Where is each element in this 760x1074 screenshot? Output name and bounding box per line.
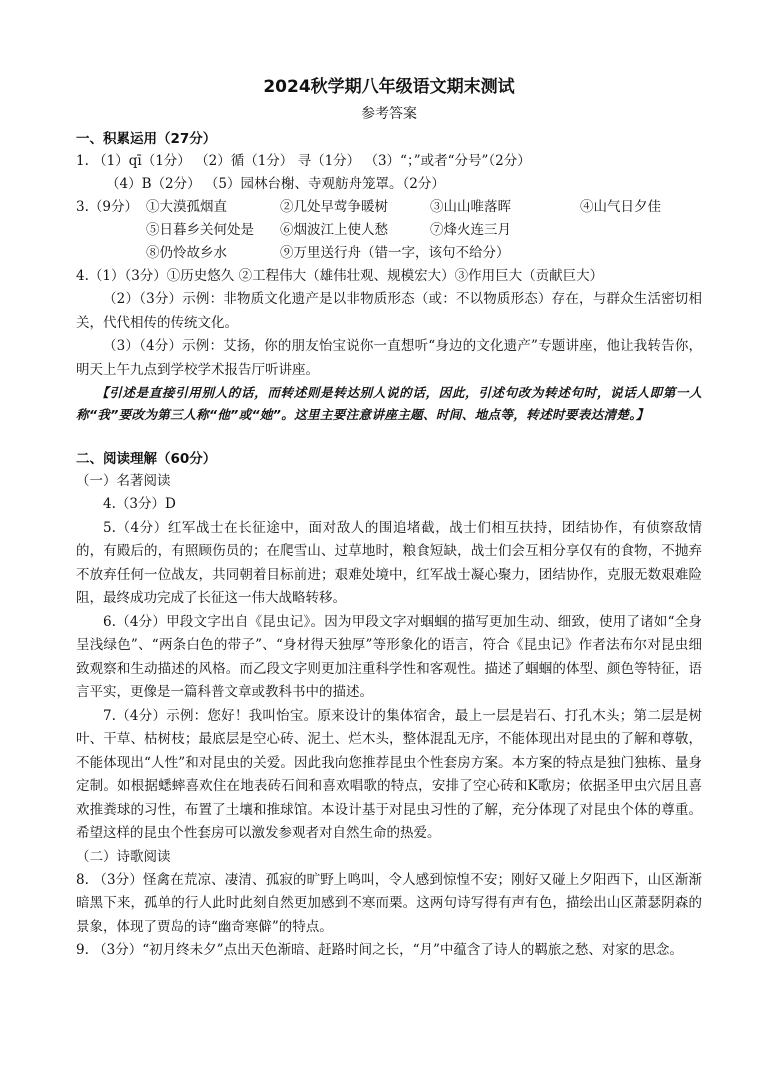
poem-line: ①大漠孤烟直 — [146, 199, 227, 215]
poem-line: ⑧仍怜故乡水 — [146, 245, 227, 261]
poem-line: ⑦烽火连三月 — [430, 222, 511, 238]
answer-q4-2: （2）（3分）示例：非物质文化遗产是以非物质形态（或：不以物质形态）存在，与群众生活密切相关，代代相传的传统文化。 — [76, 291, 702, 331]
poem-line: ⑨万里送行舟（错一字，该句不给分） — [280, 245, 510, 261]
poem-line: ④山气日夕佳 — [580, 199, 661, 215]
answer-s2-q8: 8. （3分）怪禽在荒凉、凄清、孤寂的旷野上鸣叫，令人感到惊惶不安；刚好又碰上夕阳西下，山区渐渐暗黑下来，孤单的行人此时此刻自然更加感到不寒而栗。这两句诗写得有声有色，描绘出山区萧瑟阴森的景象，体现了贾岛的诗“幽奇寒僻”的特点。 — [76, 871, 702, 935]
answer-q1-line2: （4）B（2分） （5）园林台榭、寺观舫舟笼罩。（2分） — [106, 176, 445, 192]
page-subtitle: 参考答案 — [361, 106, 417, 122]
answer-q3-poems — [76, 196, 702, 265]
section-heading-1: 一、积累运用（27分） — [76, 131, 217, 147]
answer-s2-q9: 9. （3分）“初月终未夕”点出天色渐暗、赶路时间之长，“月”中蕴含了诗人的羁旅之愁、对家的思念。 — [76, 942, 683, 958]
subsection-heading-1: （一）名著阅读 — [76, 473, 171, 489]
poem-line: ⑥烟波江上使人愁 — [280, 222, 388, 238]
answer-q4-1: 4.（1）（3分）①历史悠久 ②工程伟大（雄伟壮观、规模宏大）③作用巨大（贡献巨大） — [76, 268, 604, 284]
page-title: 2024秋学期八年级语文期末测试 — [263, 77, 515, 97]
answer-s2-q7: 7.（4分）示例：您好！我叫怡宝。原来设计的集体宿舍，最上一层是岩石、打孔木头；第二层是树叶、干草、枯树枝；最底层是空心砖、泥土、烂木头，整体混乱无序，不能体现出对昆虫的了解和尊敬，不能体现出“人性”和对昆虫的关爱。因此我向您推荐昆虫个性套房方案。本方案的特点是独门独栋、量身定制。如根据蟋蟀喜欢住在地表砖石间和喜欢唱歌的特点，安排了空心砖和K歌房；依据圣甲虫穴居且喜欢推粪球的习性，布置了土壤和推球馆。本设计基于对昆虫习性的了解，充分体现了对昆虫个体的尊重。希望这样的昆虫个性套房可以激发参观者对自然生命的热爱。 — [76, 707, 702, 841]
poem-line: ⑤日暮乡关何处是 — [146, 222, 254, 238]
answer-s2-q5: 5.（4分）红军战士在长征途中，面对敌人的围追堵截，战士们相互扶持，团结协作，有侦察敌情的，有殿后的，有照顾伤员的；在爬雪山、过草地时，粮食短缺，战士们会互相分享仅有的食物，不抛弃不放弃任何一位战友，共同朝着目标前进；艰难处境中，红军战士凝心聚力，团结协作，克服无数艰难险阻，最终成功完成了长征这一伟大战略转移。 — [76, 519, 702, 606]
subsection-heading-2: （二）诗歌阅读 — [76, 848, 171, 865]
answer-q3-lead: 3.（9分） — [76, 199, 138, 215]
answer-s2-q4: 4.（3分）D — [103, 496, 176, 512]
section-heading-2: 二、阅读理解（60分） — [76, 451, 217, 467]
answer-q1-line1: 1. （1）qī（1分） （2）循（1分） 寻（1分） （3）“；”或者“分号”（2分） — [76, 153, 531, 169]
answer-s2-q6: 6.（4分）甲段文字出自《昆虫记》。因为甲段文字对蝈蝈的描写更加生动、细致，使用了诸如“全身呈浅绿色”、“两条白色的带子”、“身材得天独厚”等形象化的语言，符合《昆虫记》作者法布尔对昆虫细致观察和生动描述的风格。而乙段文字则更加注重科学性和客观性。描述了蝈蝈的体型、颜色等特征，语言平实，更像是一篇科普文章或教科书中的描述。 — [76, 613, 702, 700]
poem-line: ②几处早莺争暖树 — [280, 199, 388, 215]
answer-note: 【引述是直接引用别人的话，而转述则是转达别人说的话，因此，引述句改为转述句时，说话人即第一人称“我”要改为第三人称“他”或“她”。这里主要注意讲座主题、时间、地点等，转述时要表达清楚。】 — [76, 385, 702, 422]
poem-line: ③山山唯落晖 — [430, 199, 511, 215]
answer-q4-3: （3）（4分）示例：艾扬，你的朋友怡宝说你一直想听“身边的文化遗产”专题讲座，他让我转告你，明天上午九点到学校学术报告厅听讲座。 — [76, 338, 702, 378]
